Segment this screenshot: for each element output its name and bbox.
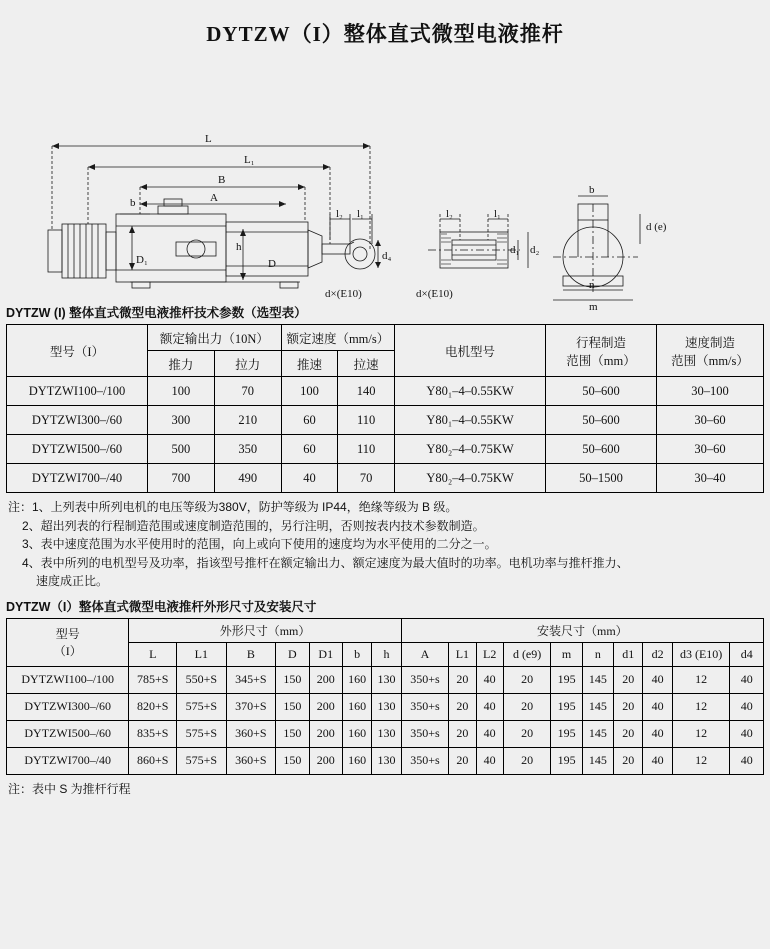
dim-label-l1-mid: l₁ bbox=[494, 208, 501, 220]
spec-cell-pull: 350 bbox=[214, 435, 281, 464]
dims-col-d2: d2 bbox=[643, 642, 672, 666]
spec-cell-model: DYTZWI700–/40 bbox=[7, 464, 148, 493]
dims-cell-d1: 20 bbox=[614, 747, 643, 774]
dims-cell-b: 160 bbox=[342, 747, 371, 774]
dims-cell-b: 160 bbox=[342, 720, 371, 747]
dims-col-d1: d1 bbox=[614, 642, 643, 666]
spec-header-pull-speed: 拉速 bbox=[338, 351, 395, 377]
dims-cell-m: 195 bbox=[551, 720, 582, 747]
dims-cell-d: 20 bbox=[503, 720, 551, 747]
spec-note-4b: 速度成正比。 bbox=[36, 574, 109, 589]
table-row bbox=[7, 693, 764, 720]
dim-label-D1: D₁ bbox=[136, 254, 148, 266]
spec-header-stroke-range bbox=[546, 325, 657, 377]
spec-cell-speed: 30–40 bbox=[657, 464, 764, 493]
dims-cell-B: 345+S bbox=[226, 666, 276, 693]
dims-cell-d: 20 bbox=[503, 666, 551, 693]
spec-cell-speed: 30–100 bbox=[657, 377, 764, 406]
spec-cell-pull-speed: 110 bbox=[338, 435, 395, 464]
dim-label-dxE10-left: d×(E10) bbox=[325, 288, 362, 300]
spec-cell-motor: Y80₁–4–0.55KW bbox=[395, 406, 546, 435]
spec-header-pull: 拉力 bbox=[214, 351, 281, 377]
dims-cell-d: 20 bbox=[503, 747, 551, 774]
dims-col-d-e9: d (e9) bbox=[503, 642, 551, 666]
dims-cell-model: DYTZWI300–/60 bbox=[7, 693, 129, 720]
dims-cell-n: 145 bbox=[582, 693, 613, 720]
spec-header-rated-speed: 额定速度（mm/s） bbox=[281, 325, 394, 351]
dims-col-L2: L2 bbox=[476, 642, 503, 666]
spec-cell-push-speed: 60 bbox=[281, 406, 338, 435]
dims-col-L1m: L1 bbox=[449, 642, 476, 666]
spec-cell-push-speed: 60 bbox=[281, 435, 338, 464]
dims-header-outer: 外形尺寸（mm） bbox=[129, 618, 401, 642]
spec-cell-pull-speed: 140 bbox=[338, 377, 395, 406]
dims-cell-d4: 40 bbox=[730, 666, 764, 693]
dims-cell-d1: 20 bbox=[614, 720, 643, 747]
table-row bbox=[7, 720, 764, 747]
dims-header-mount: 安装尺寸（mm） bbox=[401, 618, 763, 642]
table-row bbox=[7, 464, 764, 493]
dims-cell-L: 785+S bbox=[129, 666, 177, 693]
spec-cell-push-speed: 40 bbox=[281, 464, 338, 493]
spec-cell-motor: Y80₁–4–0.55KW bbox=[395, 377, 546, 406]
dims-cell-L: 835+S bbox=[129, 720, 177, 747]
dims-cell-L2: 40 bbox=[476, 666, 503, 693]
spec-cell-motor: Y80₂–4–0.75KW bbox=[395, 435, 546, 464]
dims-cell-d1: 20 bbox=[614, 666, 643, 693]
dims-cell-D: 150 bbox=[276, 666, 309, 693]
dims-col-D: D bbox=[276, 642, 309, 666]
dims-cell-D: 150 bbox=[276, 693, 309, 720]
dims-cell-A: 350+s bbox=[401, 747, 449, 774]
spec-header-rated-output: 额定输出力（10N） bbox=[148, 325, 282, 351]
dims-cell-d3: 12 bbox=[672, 666, 730, 693]
dims-cell-n: 145 bbox=[582, 747, 613, 774]
dims-col-A: A bbox=[401, 642, 449, 666]
spec-cell-push-speed: 100 bbox=[281, 377, 338, 406]
dim-label-L: L bbox=[205, 133, 212, 145]
dims-cell-B: 360+S bbox=[226, 747, 276, 774]
dims-footnote: 注：表中 S 为推杆行程 bbox=[8, 781, 131, 796]
dims-cell-L1: 575+S bbox=[177, 720, 227, 747]
dims-cell-model: DYTZWI100–/100 bbox=[7, 666, 129, 693]
spec-header-speed-range-l2: 范围（mm/s） bbox=[671, 353, 749, 368]
dims-col-L1: L1 bbox=[177, 642, 227, 666]
dims-cell-d2: 40 bbox=[643, 693, 672, 720]
dims-header-model-l2: （I） bbox=[53, 644, 82, 659]
spec-cell-push: 700 bbox=[148, 464, 215, 493]
dims-cell-L1m: 20 bbox=[449, 747, 476, 774]
dims-cell-b: 160 bbox=[342, 666, 371, 693]
dim-label-n: n bbox=[589, 279, 595, 291]
spec-cell-speed: 30–60 bbox=[657, 406, 764, 435]
spec-cell-pull-speed: 110 bbox=[338, 406, 395, 435]
dims-header-model-l1: 型号 bbox=[55, 627, 80, 642]
dims-col-L: L bbox=[129, 642, 177, 666]
dims-cell-m: 195 bbox=[551, 666, 582, 693]
spec-cell-push: 500 bbox=[148, 435, 215, 464]
spec-cell-stroke: 50–600 bbox=[546, 435, 657, 464]
spec-cell-push: 300 bbox=[148, 406, 215, 435]
table-row bbox=[7, 406, 764, 435]
dims-cell-d4: 40 bbox=[730, 747, 764, 774]
dims-cell-n: 145 bbox=[582, 720, 613, 747]
dims-cell-L2: 40 bbox=[476, 747, 503, 774]
dims-table bbox=[6, 618, 764, 775]
dims-cell-h: 130 bbox=[372, 720, 401, 747]
dims-cell-d4: 40 bbox=[730, 693, 764, 720]
dim-label-b-top: b bbox=[589, 184, 595, 196]
spec-cell-model: DYTZWI500–/60 bbox=[7, 435, 148, 464]
spec-header-stroke-range-l1: 行程制造 bbox=[575, 335, 626, 350]
dims-cell-d2: 40 bbox=[643, 720, 672, 747]
dims-cell-A: 350+s bbox=[401, 720, 449, 747]
dims-cell-L: 820+S bbox=[129, 693, 177, 720]
dims-cell-L: 860+S bbox=[129, 747, 177, 774]
dims-cell-B: 370+S bbox=[226, 693, 276, 720]
dim-label-dxE10-right: d×(E10) bbox=[416, 288, 453, 300]
dims-cell-D1: 200 bbox=[309, 666, 342, 693]
dims-cell-h: 130 bbox=[372, 693, 401, 720]
table-row bbox=[7, 747, 764, 774]
dims-cell-b: 160 bbox=[342, 693, 371, 720]
dim-label-d2-mid: d₂ bbox=[530, 244, 540, 256]
spec-cell-stroke: 50–600 bbox=[546, 377, 657, 406]
spec-cell-stroke: 50–1500 bbox=[546, 464, 657, 493]
dims-cell-d2: 40 bbox=[643, 666, 672, 693]
dims-col-B: B bbox=[226, 642, 276, 666]
spec-cell-motor: Y80₂–4–0.75KW bbox=[395, 464, 546, 493]
dims-cell-L1m: 20 bbox=[449, 720, 476, 747]
dims-col-n: n bbox=[582, 642, 613, 666]
dims-cell-model: DYTZWI700–/40 bbox=[7, 747, 129, 774]
dims-cell-L1m: 20 bbox=[449, 693, 476, 720]
dims-col-d4: d4 bbox=[730, 642, 764, 666]
dim-label-d4: d₄ bbox=[382, 250, 392, 262]
spec-notes bbox=[0, 493, 770, 593]
dim-label-A: A bbox=[210, 192, 218, 204]
dim-label-h: h bbox=[236, 241, 242, 253]
dims-cell-h: 130 bbox=[372, 666, 401, 693]
dims-cell-L1: 575+S bbox=[177, 693, 227, 720]
dims-cell-L1m: 20 bbox=[449, 666, 476, 693]
spec-header-motor: 电机型号 bbox=[395, 325, 546, 377]
dim-label-l2-left: l₂ bbox=[336, 208, 343, 220]
spec-header-model: 型号（I） bbox=[7, 325, 148, 377]
dim-label-b: b bbox=[130, 197, 136, 209]
dims-cell-h: 130 bbox=[372, 747, 401, 774]
table-row bbox=[7, 377, 764, 406]
table-row bbox=[7, 666, 764, 693]
dims-cell-d2: 40 bbox=[643, 747, 672, 774]
spec-header-speed-range-l1: 速度制造 bbox=[684, 335, 735, 350]
dims-cell-d4: 40 bbox=[730, 720, 764, 747]
dims-cell-B: 360+S bbox=[226, 720, 276, 747]
spec-cell-push: 100 bbox=[148, 377, 215, 406]
spec-header-stroke-range-l2: 范围（mm） bbox=[566, 353, 636, 368]
dims-cell-L1: 550+S bbox=[177, 666, 227, 693]
dims-cell-D: 150 bbox=[276, 747, 309, 774]
dim-label-l2-mid: l₂ bbox=[446, 208, 453, 220]
dim-label-l1-left: l₁ bbox=[357, 208, 364, 220]
dims-cell-D: 150 bbox=[276, 720, 309, 747]
page-title: DYTZW（I）整体直式微型电液推杆 bbox=[206, 22, 564, 46]
spec-cell-pull-speed: 70 bbox=[338, 464, 395, 493]
dims-cell-n: 145 bbox=[582, 666, 613, 693]
dims-cell-model: DYTZWI500–/60 bbox=[7, 720, 129, 747]
dims-cell-A: 350+s bbox=[401, 693, 449, 720]
spec-cell-speed: 30–60 bbox=[657, 435, 764, 464]
spec-header-speed-range bbox=[657, 325, 764, 377]
dims-cell-L1: 575+S bbox=[177, 747, 227, 774]
spec-header-push: 推力 bbox=[148, 351, 215, 377]
dim-label-D: D bbox=[268, 258, 276, 270]
dim-label-d1-mid: d₁ bbox=[510, 244, 520, 256]
spec-cell-stroke: 50–600 bbox=[546, 406, 657, 435]
dims-cell-d: 20 bbox=[503, 693, 551, 720]
dims-col-h: h bbox=[372, 642, 401, 666]
spec-section-caption: DYTZW (I) 整体直式微型电液推杆技术参数（选型表） bbox=[6, 306, 307, 320]
spec-cell-pull: 490 bbox=[214, 464, 281, 493]
dims-cell-m: 195 bbox=[551, 747, 582, 774]
dims-col-d3: d3 (E10) bbox=[672, 642, 730, 666]
spec-cell-pull: 210 bbox=[214, 406, 281, 435]
dims-cell-d3: 12 bbox=[672, 693, 730, 720]
spec-note-4: 4、表中所列的电机型号及功率，指该型号推杆在额定输出力、额定速度为最大值时的功率。电机功率与推杆推力、 bbox=[22, 555, 629, 570]
dims-cell-m: 195 bbox=[551, 693, 582, 720]
dim-label-m: m bbox=[589, 301, 598, 313]
spec-header-push-speed: 推速 bbox=[281, 351, 338, 377]
spec-note-3: 3、表中速度范围为水平使用时的范围，向上或向下使用的速度均为水平使用的二分之一。 bbox=[22, 537, 497, 552]
dim-label-B: B bbox=[218, 174, 226, 186]
dims-col-b: b bbox=[342, 642, 371, 666]
dims-cell-L2: 40 bbox=[476, 693, 503, 720]
dims-cell-D1: 200 bbox=[309, 747, 342, 774]
dims-cell-D1: 200 bbox=[309, 693, 342, 720]
spec-cell-model: DYTZWI300–/60 bbox=[7, 406, 148, 435]
dims-col-m: m bbox=[551, 642, 582, 666]
dims-cell-d3: 12 bbox=[672, 720, 730, 747]
table-row bbox=[7, 435, 764, 464]
dims-cell-L2: 40 bbox=[476, 720, 503, 747]
dim-label-d-e: d (e) bbox=[646, 221, 667, 233]
dim-label-L1: L₁ bbox=[244, 154, 255, 166]
dims-cell-d3: 12 bbox=[672, 747, 730, 774]
spec-cell-pull: 70 bbox=[214, 377, 281, 406]
dims-cell-D1: 200 bbox=[309, 720, 342, 747]
dims-cell-A: 350+s bbox=[401, 666, 449, 693]
dims-section-caption: DYTZW（I）整体直式微型电液推杆外形尺寸及安装尺寸 bbox=[6, 599, 317, 614]
dims-col-D1: D1 bbox=[309, 642, 342, 666]
spec-cell-model: DYTZWI100–/100 bbox=[7, 377, 148, 406]
spec-note-2: 2、超出列表的行程制造范围或速度制造范围的，另行注明，否则按表内技术参数制造。 bbox=[22, 518, 485, 533]
dims-cell-d1: 20 bbox=[614, 693, 643, 720]
spec-note-1: 注：1、上列表中所列电机的电压等级为380V，防护等级为 IP44，绝缘等级为 B 级。 bbox=[8, 500, 458, 514]
dims-header-model bbox=[7, 618, 129, 666]
spec-table bbox=[6, 324, 764, 493]
